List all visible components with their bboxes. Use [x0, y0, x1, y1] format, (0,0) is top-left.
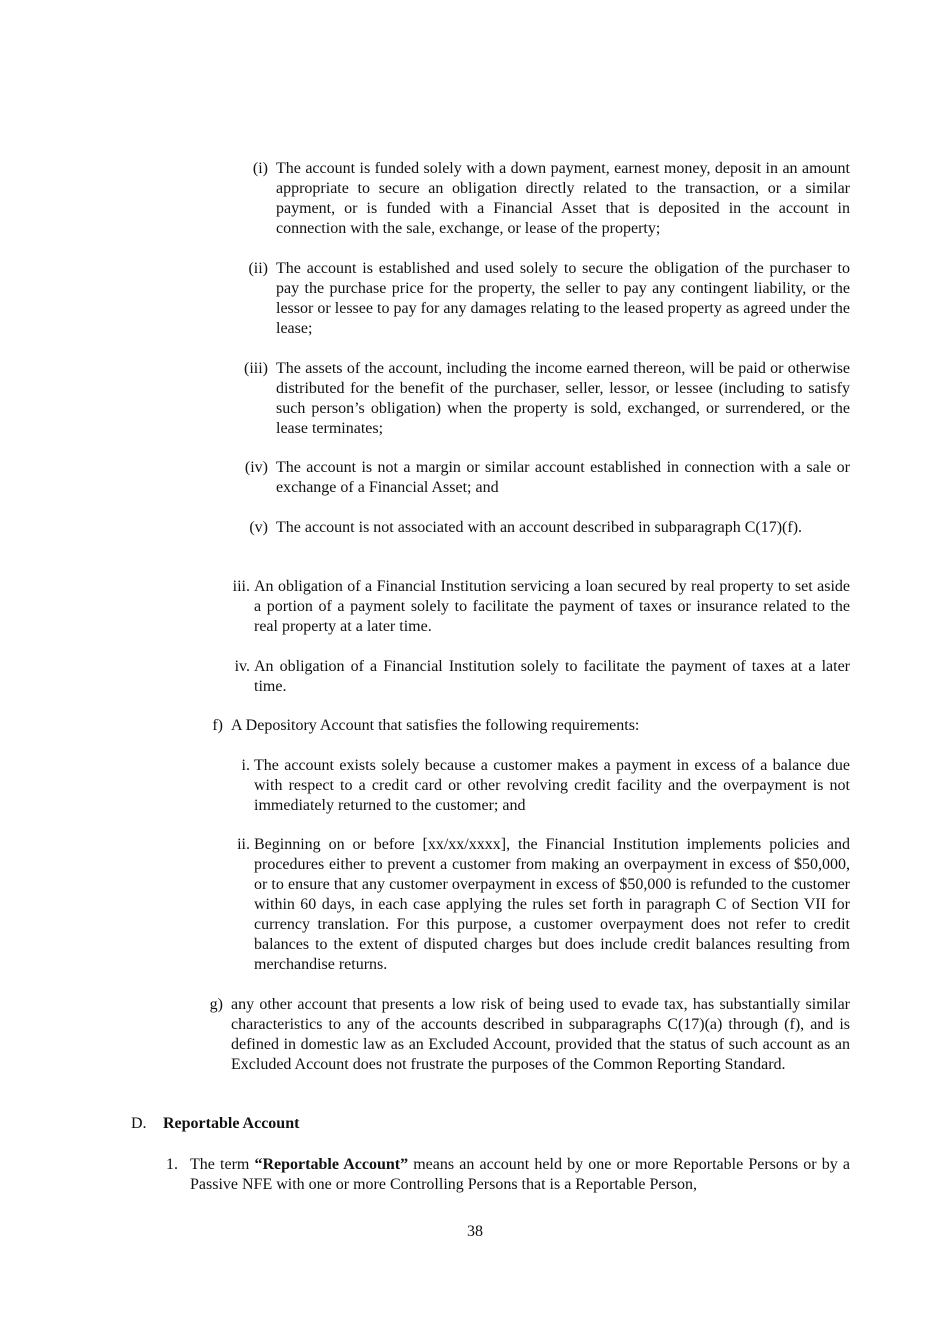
paragraph-rest: means an account held by one or more Reportable Persons or by a Passive NFE with one or more Controlling Persons that is a Reportable Person,	[190, 1156, 850, 1193]
list-item-text: The account is not associated with an account described in subparagraph C(17)(f).	[276, 519, 803, 536]
list-item-text: any other account that presents a low risk of being used to evade tax, has substantially similar characteristics to any of the accounts described in subparagraphs C(17)(a) through (f), and is defined in domestic law as an Excluded Account, provided that the status of such account as an Excluded Account does not frustrate the purposes of the Common Reporting Standard.	[231, 996, 850, 1073]
list-marker: f)	[212, 717, 223, 734]
paragraph-text	[190, 1155, 850, 1195]
list-marker: g)	[209, 996, 223, 1013]
list-item-text: The assets of the account, including the income earned thereon, will be paid or otherwise distributed for the benefit of the purchaser, seller, lessor, or lessee (including to satisfy such person’s obligation) when the property is sold, exchanged, or surrendered, or the lease terminates;	[276, 360, 850, 437]
list-marker: (iv)	[244, 459, 268, 476]
list-item-text: The account exists solely because a customer makes a payment in excess of a balance due with respect to a credit card or other revolving credit facility and the overpayment is not immediately returned to the customer; and	[254, 757, 850, 814]
list-marker: iii.	[232, 578, 250, 595]
section-letter: D.	[131, 1115, 147, 1132]
list-item-text: An obligation of a Financial Institution solely to facilitate the payment of taxes at a later time.	[254, 658, 850, 695]
list-item-text: The account is established and used solely to secure the obligation of the purchaser to pay the purchase price for the property, the seller to pay any contingent liability, or the lessor or lessee to pay for any damages relating to the leased property as agreed under the lease;	[276, 260, 850, 337]
list-marker: (i)	[252, 160, 268, 177]
list-marker: (iii)	[244, 360, 268, 377]
paragraph-lead: The term	[190, 1156, 255, 1173]
list-item-text: An obligation of a Financial Institution servicing a loan secured by real property to set aside a portion of a payment solely to facilitate the payment of taxes or insurance related to the real property at a later time.	[254, 578, 850, 635]
list-item-text: Beginning on or before [xx/xx/xxxx], the Financial Institution implements policies and procedures either to prevent a customer from making an overpayment in excess of $50,000, or to ensure that any customer overpayment in excess of $50,000 is refunded to the customer within 60 days, in each case applying the rules set forth in paragraph C of Section VII for currency translation. For this purpose, a customer overpayment does not refer to credit balances to the extent of disputed charges but does include credit balances resulting from merchandise returns.	[254, 836, 850, 973]
list-marker: (v)	[249, 519, 268, 536]
defined-term: “Reportable Account”	[254, 1156, 409, 1173]
section-title: Reportable Account	[163, 1115, 300, 1132]
list-marker: ii.	[237, 836, 250, 853]
list-item-text: A Depository Account that satisfies the following requirements:	[231, 717, 640, 734]
list-marker: (ii)	[248, 260, 268, 277]
page-number: 38	[467, 1223, 483, 1240]
list-marker: 1.	[166, 1156, 178, 1173]
section-heading	[131, 1114, 299, 1134]
list-item-text: The account is funded solely with a down payment, earnest money, deposit in an amount appropriate to secure an obligation directly related to the transaction, or a similar payment, or is funded with a Financial Asset that is deposited in the account in connection with the sale, exchange, or lease of the property;	[276, 160, 850, 237]
list-item-text: The account is not a margin or similar account established in connection with a sale or exchange of a Financial Asset; and	[276, 459, 850, 496]
list-marker: iv.	[234, 658, 250, 675]
list-marker: i.	[241, 757, 250, 774]
